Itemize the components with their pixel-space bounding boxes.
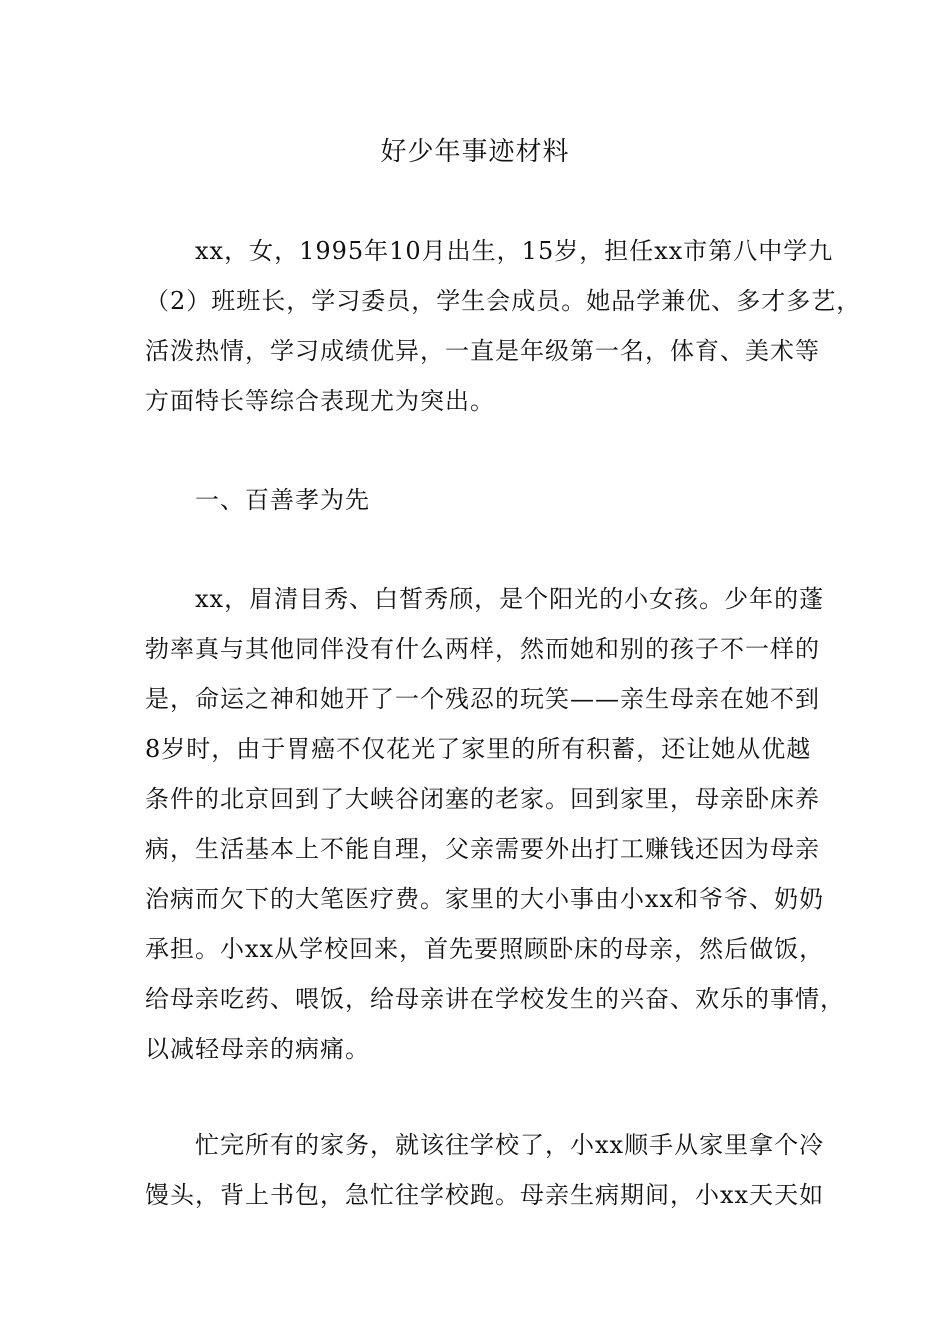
paragraph-line: 是，命运之神和她开了一个残忍的玩笑——亲生母亲在她不到 [145, 685, 820, 713]
paragraph-line: 给母亲吃药、喂饭，给母亲讲在学校发生的兴奋、欢乐的事情， [145, 985, 845, 1013]
paragraph-line: 馒头，背上书包，急忙往学校跑。母亲生病期间，小xx天天如 [145, 1181, 825, 1209]
paragraph-line: xx，女，1995年10月出生，15岁，担任xx市第八中学九 [195, 237, 834, 265]
paragraph-line: 方面特长等综合表现尤为突出。 [145, 387, 495, 415]
paragraph-line: 条件的北京回到了大峡谷闭塞的老家。回到家里，母亲卧床养 [145, 785, 820, 813]
paragraph-line: 承担。小xx从学校回来，首先要照顾卧床的母亲，然后做饭， [145, 935, 825, 963]
paragraph-line: 勃率真与其他同伴没有什么两样，然而她和别的孩子不一样的 [145, 635, 820, 663]
paragraph-intro [145, 226, 862, 426]
section-heading-text: 一、百善孝为先 [195, 486, 370, 514]
paragraph-line: 病，生活基本上不能自理，父亲需要外出打工赚钱还因为母亲 [145, 835, 820, 863]
paragraph-line: 以减轻母亲的病痛。 [145, 1035, 370, 1063]
paragraph-body-2 [145, 1120, 825, 1220]
section-heading [145, 475, 825, 525]
paragraph-line: xx，眉清目秀、白皙秀颀，是个阳光的小女孩。少年的蓬 [195, 585, 825, 613]
paragraph-line: （2）班班长，学习委员，学生会成员。她品学兼优、多才多艺， [145, 287, 862, 315]
paragraph-line: 治病而欠下的大笔医疗费。家里的大小事由小xx和爷爷、奶奶 [145, 885, 825, 913]
document-title: 好少年事迹材料 [380, 137, 570, 167]
paragraph-body-1 [145, 574, 845, 1074]
paragraph-line: 活泼热情，学习成绩优异，一直是年级第一名，体育、美术等 [145, 337, 820, 365]
paragraph-line: 8岁时，由于胃癌不仅花光了家里的所有积蓄，还让她从优越 [145, 735, 812, 763]
paragraph-line: 忙完所有的家务，就该往学校了，小xx顺手从家里拿个冷 [195, 1131, 825, 1159]
